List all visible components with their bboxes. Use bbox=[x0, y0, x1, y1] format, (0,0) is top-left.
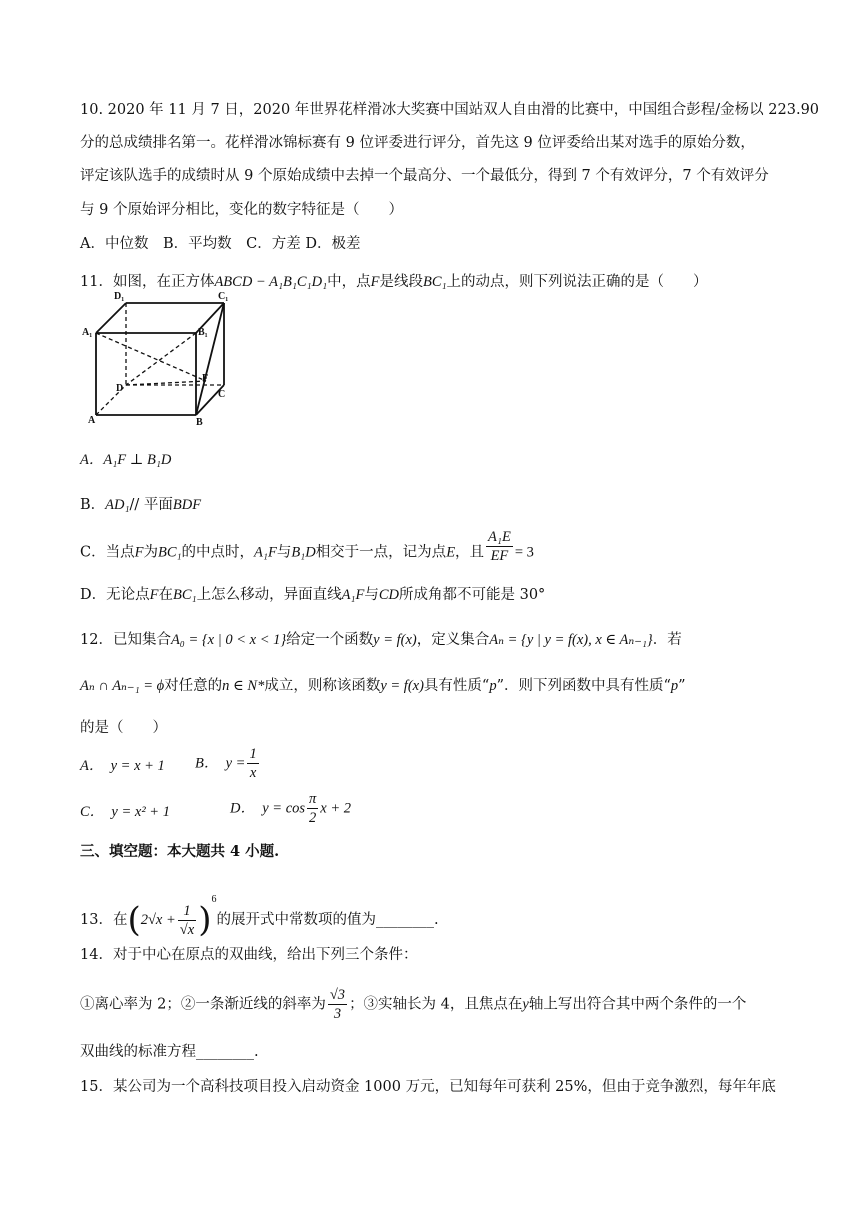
q15-line1: 15．某公司为一个高科技项目投入启动资金 1000 万元，已知每年可获利 25%，但由于竞争激烈，每年年底 bbox=[80, 1079, 776, 1095]
q12-line3: 的是（ ） bbox=[80, 720, 167, 736]
q11-option-d: D．无论点F在BC₁上怎么移动，异面直线A₁F与CD所成角都不可能是 30° bbox=[80, 587, 546, 603]
q11-option-c: C．当点F为BC₁的中点时，A₁F与B₁D相交于一点，记为点E，且 $\frac{\text{A₁E}}{EF}$ = 3 bbox=[80, 529, 534, 564]
q12-option-d: D． y = cos $\frac{\pi}{2}$ x + 2 bbox=[230, 791, 352, 826]
label-F: F bbox=[202, 373, 209, 384]
label-B: B bbox=[196, 417, 203, 428]
q14-line2: ①离心率为 2；②一条渐近线的斜率为 $\frac{√3}{3}$ ；③实轴长为 4，且焦点在y轴上写出符合其中两个条件的一个 bbox=[80, 987, 747, 1022]
q11-stem: 11．如图，在正方体ABCD − A₁B₁C₁D₁中，点F是线段BC₁上的动点，则下列说法正确的是（ ） bbox=[80, 274, 708, 290]
q12-line1: 12．已知集合A₀ = {x | 0 < x < 1}给定一个函数y = f(x)，定义集合Aₙ = {y | y = f(x), x ∈ Aₙ₋₁}．若 bbox=[80, 632, 682, 648]
q14-line1: 14．对于中心在原点的双曲线，给出下列三个条件： bbox=[80, 947, 418, 963]
label-A: A bbox=[88, 415, 96, 426]
section-3-heading: 三、填空题：本大题共 4 小题. bbox=[80, 843, 280, 860]
q13: 13．在(2√x + $\frac{1}{√x}$ )$^6$的展开式中常数项的值为________. bbox=[80, 894, 439, 940]
q10-options: A．中位数 B．平均数 C．方差 D．极差 bbox=[80, 236, 361, 252]
label-C: C bbox=[218, 389, 226, 400]
q11-option-a: A．A₁F ⊥ B₁D bbox=[80, 452, 172, 468]
q12-option-a: A． y = x + 1 bbox=[80, 758, 165, 774]
q14-line3: 双曲线的标准方程________. bbox=[80, 1044, 259, 1060]
cube-figure bbox=[78, 285, 229, 428]
q12-line2: Aₙ ∩ Aₙ₋₁ = ϕ对任意的n ∈ N*成立，则称该函数y = f(x)具有性质“p”．则下列函数中具有性质“p” bbox=[80, 678, 686, 694]
label-B1: B₁ bbox=[198, 327, 208, 338]
q10-line1: 10. 2020 年 11 月 7 日，2020 年世界花样滑冰大奖赛中国站双人自由滑的比赛中，中国组合彭程/金杨以 223.90 bbox=[80, 102, 820, 118]
label-D: D bbox=[116, 383, 124, 394]
q10-line2: 分的总成绩排名第一。花样滑冰锦标赛有 9 位评委进行评分，首先这 9 位评委给出某对选手的原始分数， bbox=[80, 135, 755, 151]
label-C1: C₁ bbox=[218, 291, 229, 302]
label-A1: A₁ bbox=[82, 327, 93, 338]
label-D1: D₁ bbox=[114, 291, 125, 302]
q12-option-c: C． y = x² + 1 bbox=[80, 804, 170, 820]
q10-line3: 评定该队选手的成绩时从 9 个原始成绩中去掉一个最高分、一个最低分，得到 7 个有效评分，7 个有效评分 bbox=[80, 168, 769, 184]
q10-line4: 与 9 个原始评分相比，变化的数字特征是（ ） bbox=[80, 202, 403, 218]
q11-option-b: B．AD₁// 平面BDF bbox=[80, 497, 202, 513]
q12-option-b: B． y = $\frac{1}{x}$ bbox=[195, 746, 257, 781]
